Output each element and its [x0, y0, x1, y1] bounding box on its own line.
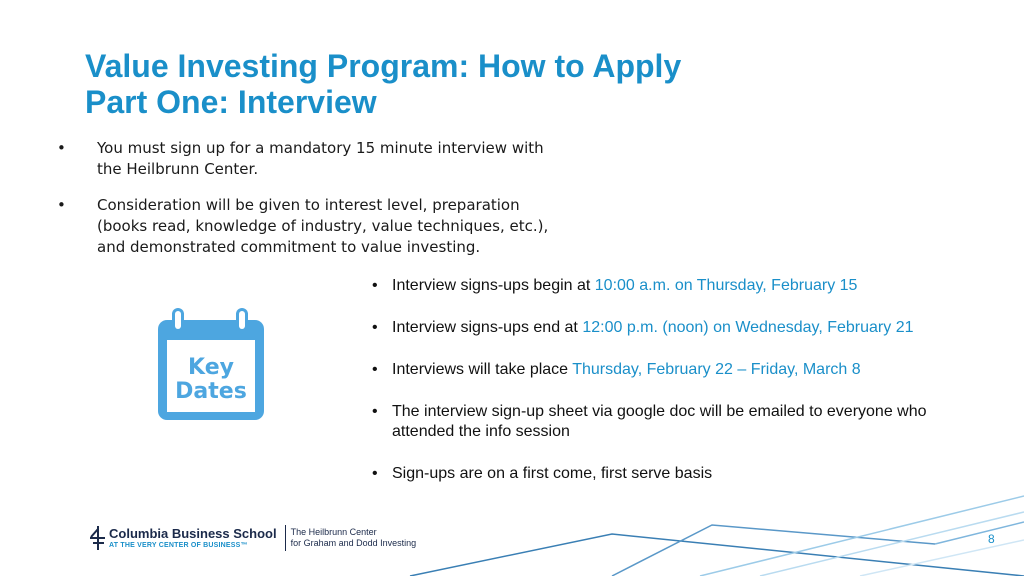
- bullet-marker: •: [372, 403, 378, 420]
- list-item-highlight: 12:00 p.m. (noon) on Wednesday, February 21: [582, 319, 914, 336]
- center-name-line-1: The Heilbrunn Center: [290, 527, 377, 537]
- crown-logo-icon: [88, 525, 106, 551]
- bullet-marker: •: [57, 139, 66, 157]
- list-item-highlight: Thursday, February 22 – Friday, March 8: [572, 361, 861, 378]
- center-name-line-2: for Graham and Dodd Investing: [290, 538, 417, 548]
- list-item: [372, 276, 932, 296]
- list-item-text: Sign-ups are on a first come, first serve basis: [392, 465, 713, 482]
- logo-divider: [285, 525, 286, 551]
- bullet-marker: •: [372, 277, 378, 294]
- footer-logo: [88, 522, 416, 554]
- calendar-icon: [154, 306, 268, 424]
- list-item-highlight: 10:00 a.m. on Thursday, February 15: [594, 277, 858, 294]
- requirements-list: [52, 138, 572, 273]
- key-dates-list: [372, 276, 932, 506]
- bullet-marker: •: [372, 319, 378, 336]
- school-tagline: AT THE VERY CENTER OF BUSINESS™: [109, 541, 248, 549]
- list-item: [372, 360, 932, 380]
- list-item-text: Consideration will be given to interest level, preparation (books read, knowledge of industry, value techniques, etc.), and demonstrated commitment to value investing.: [97, 196, 549, 256]
- bullet-marker: •: [372, 465, 378, 482]
- list-item: [372, 464, 932, 484]
- list-item-text: The interview sign-up sheet via google doc will be emailed to everyone who attended the info session: [392, 403, 927, 440]
- list-item-text: Interview signs-ups end at: [392, 319, 583, 336]
- list-item-text: Interview signs-ups begin at: [392, 277, 595, 294]
- list-item: [372, 402, 932, 442]
- slide-title: [85, 48, 681, 120]
- list-item-text: Interviews will take place: [392, 361, 573, 378]
- list-item: [52, 195, 572, 258]
- icon-label-key: Key: [188, 355, 234, 380]
- bullet-marker: •: [57, 196, 66, 214]
- list-item-text: You must sign up for a mandatory 15 minute interview with the Heilbrunn Center.: [97, 139, 544, 178]
- list-item: [372, 318, 932, 338]
- icon-label-dates: Dates: [175, 379, 247, 404]
- bullet-marker: •: [372, 361, 378, 378]
- title-line-1: Value Investing Program: How to Apply: [85, 48, 682, 84]
- list-item: [52, 138, 572, 180]
- school-name: Columbia Business School: [109, 525, 277, 541]
- page-number: 8: [988, 532, 995, 546]
- title-line-2: Part One: Interview: [85, 84, 377, 120]
